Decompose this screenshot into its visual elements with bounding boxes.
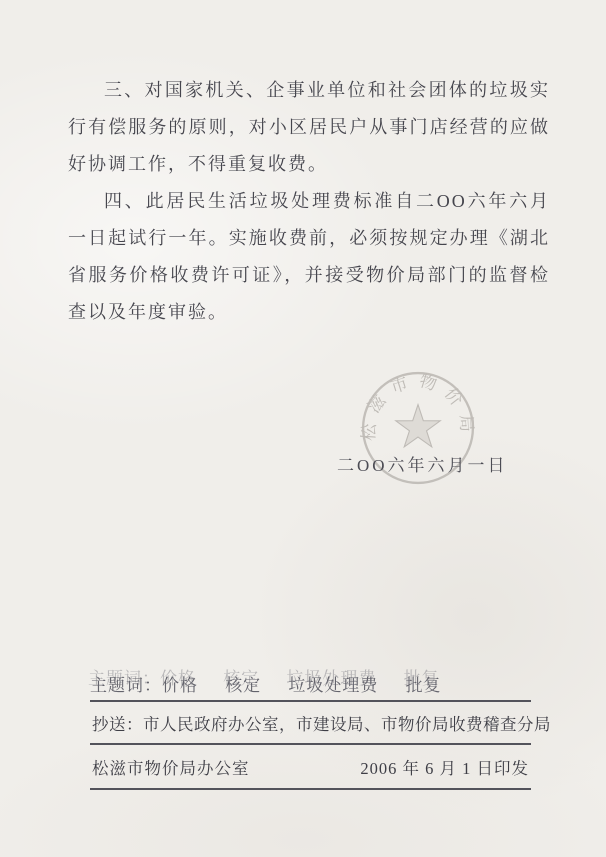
subject-term: 价格 [162,676,198,695]
star-icon [396,405,440,447]
cc-list: 市人民政府办公室，市建设局、市物价局收费稽查分局 [143,715,551,734]
subject-term: 核定 [225,676,262,695]
issuer-row [90,745,531,790]
document-footer-block [90,671,551,790]
cc-row [90,702,551,745]
issuer-name: 松滋市物价局办公室 [92,759,250,778]
subject-term: 垃圾处理费 [288,676,379,695]
seal-text: 松滋市物价局 [359,371,477,442]
cc-label: 抄送： [92,715,143,734]
body-paragraph-4: 四、此居民生活垃圾处理费标准自二OO六年六月一日起试行一年。实施收费前，必须按规定办理《湖北省服务价格收费许可证》，并接受物价局部门的监督检查以及年度审验。 [68,191,550,322]
subject-label: 主题词： [90,676,162,695]
subject-term: 批复 [405,676,442,695]
print-date: 2006 年 6 月 1 日印发 [360,759,529,778]
subject-keywords-row [90,671,531,702]
signature-date: 二OO六年六月一日 [337,456,508,475]
document-body [68,72,550,331]
body-paragraph-3: 三、对国家机关、企事业单位和社会团体的垃圾实行有偿服务的原则，对小区居民户从事门店经营的应做好协调工作，不得重复收费。 [68,80,550,174]
